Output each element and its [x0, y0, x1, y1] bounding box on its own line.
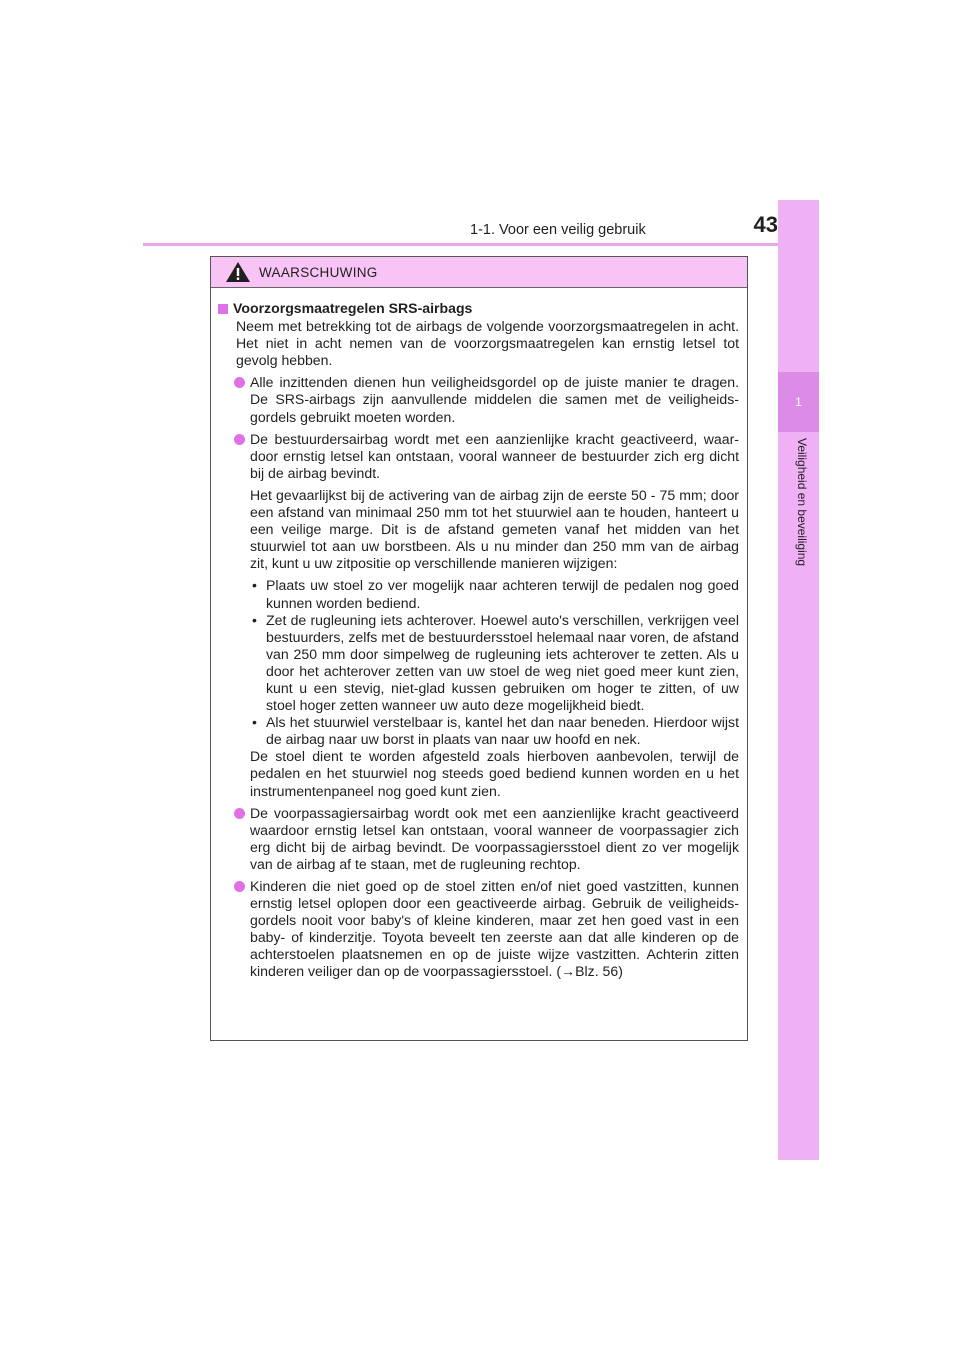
- subheading: [218, 300, 739, 317]
- warning-triangle-icon: [225, 261, 251, 283]
- list-item-text: De voorpassagiersairbag wordt ook met een aanzienlijke kracht geactiveerd waardoor ernstig letsel kan ontstaan, vooral wanneer de voorpassagier zich erg dicht bij de airbag bevindt. De voorpassagiersstoel dient zo ver mogelijk van de airbag af te staan, met de rugleuning rechtop.: [250, 804, 739, 872]
- section-title: 1-1. Voor een veilig gebruik: [470, 222, 646, 238]
- page-number: 43: [753, 212, 778, 237]
- circle-bullet-icon: [234, 881, 245, 892]
- chapter-side-tab: [778, 200, 819, 1160]
- circle-bullet-icon: [234, 377, 245, 388]
- chapter-number: 1: [778, 372, 819, 432]
- small-bullet-icon: •: [252, 611, 257, 628]
- list-item-text: De bestuurdersairbag wordt met een aanzienlijke kracht geactiveerd, waar-door ernstig letsel kan ontstaan, vooral wanneer de bestuurder zich erg dicht bij de airbag bevindt.: [250, 430, 739, 481]
- warning-title: WAARSCHUWING: [259, 264, 378, 280]
- header-rule: [143, 243, 818, 246]
- warning-box: [210, 256, 748, 1041]
- circle-bullet-icon: [234, 808, 245, 819]
- chapter-label: Veiligheid en beveiliging: [795, 438, 809, 567]
- paragraph: De stoel dient te worden afgesteld zoals hierboven aanbevolen, terwijl de pedalen en het stuurwiel nog steeds goed bediend kunnen worden en u het instrumentenpaneel nog goed kunt zien.: [250, 748, 739, 799]
- list-item-text: Kinderen die niet goed op de stoel zitten en/of niet goed vastzitten, kunnen ernstig letsel oplopen door een geactiveerde airbag. Gebruik de veiligheids-gordels nooit voor baby's of kleine kinderen, maar zet hen goed vast in een baby- of kinderzitje. Toyota beveelt ten zeerste aan dat alle kinderen op de achterstoelen plaatsnemen en op de juiste wijze vastzitten. Achterin zitten kinderen veiliger dan op de voorpassagiersstoel. (→Blz. 56): [250, 878, 739, 980]
- sub-list-item: [250, 714, 739, 748]
- list-item: [218, 431, 739, 482]
- sub-list-item-text: Plaats uw stoel zo ver mogelijk naar achteren terwijl de pedalen nog goed kunnen worden bediend.: [266, 577, 739, 611]
- list-item: [218, 878, 739, 981]
- sub-list-item: [250, 612, 739, 715]
- list-item: [218, 374, 739, 425]
- sub-list: [218, 577, 739, 748]
- intro-paragraph: Neem met betrekking tot de airbags de volgende voorzorgsmaatregelen in acht. Het niet in acht nemen van de voorzorgsmaatregelen kan ernstig letsel tot gevolg hebben.: [236, 318, 739, 369]
- warning-header: [211, 257, 747, 288]
- list-item: [218, 805, 739, 873]
- sub-list-item-text: Als het stuurwiel verstelbaar is, kantel het dan naar beneden. Hierdoor wijst de airbag naar uw borst in plaats van naar uw hoofd en nek.: [266, 714, 739, 748]
- sub-list-item-text: Zet de rugleuning iets achterover. Hoewel auto's verschillen, verkrijgen veel bestuurders, zelfs met de bestuurdersstoel helemaal naar voren, de afstand van 250 mm door simpelweg de rugleuning iets achterover te zetten. Als u door het achterover zetten van uw stoel de weg niet goed meer kunt zien, kunt u een stevig, niet-glad kussen gebruiken om hoger te zitten, of uw stoel hoger zetten wanneer uw auto deze mogelijkheid biedt.: [266, 611, 739, 714]
- circle-bullet-icon: [234, 434, 245, 445]
- paragraph: Het gevaarlijkst bij de activering van de airbag zijn de eerste 50 - 75 mm; door een afstand van minimaal 250 mm tot het stuurwiel aan te houden, hanteert u een veilige marge. Dit is de afstand gemeten vanaf het midden van het stuurwiel tot aan uw borstbeen. Als u nu minder dan 250 mm van de airbag zit, kunt u uw zitpositie op verschillende manieren wijzigen:: [250, 486, 739, 572]
- small-bullet-icon: •: [252, 714, 257, 731]
- list-item-text: Alle inzittenden dienen hun veiligheidsgordel op de juiste manier te dragen. De SRS-airbags zijn aanvullende middelen die samen met de veiligheids-gordels gebruikt moeten worden.: [250, 374, 739, 425]
- subheading-text: Voorzorgsmaatregelen SRS-airbags: [233, 300, 473, 316]
- warning-body: [211, 288, 747, 981]
- sub-list-item: [250, 577, 739, 611]
- small-bullet-icon: •: [252, 577, 257, 594]
- square-bullet-icon: [218, 304, 228, 314]
